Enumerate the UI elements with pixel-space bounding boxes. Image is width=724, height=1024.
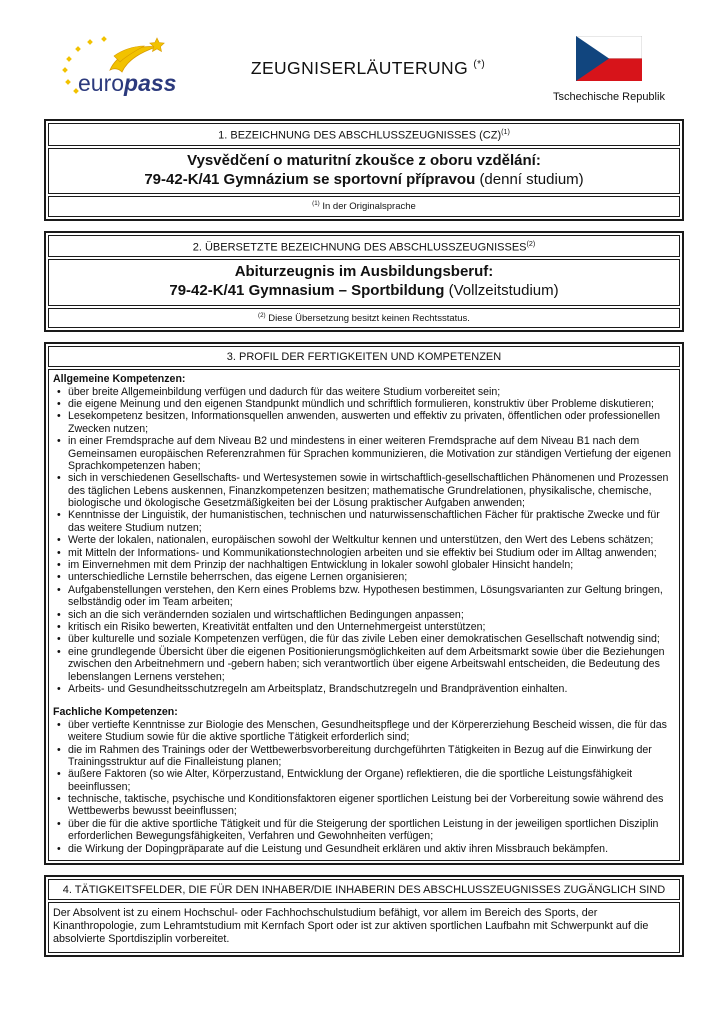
list-item: • kritisch ein Risiko bewerten, Kreativität entfalten und den Unternehmergeist unterstützen;: [53, 621, 673, 633]
list-item: • über breite Allgemeinbildung verfügen und dadurch für das weitere Studium vorbereitet sein;: [53, 386, 673, 398]
section-2-footnote: $^{(2)}$ Diese Übersetzung besitzt keinen Rechtsstatus.: [48, 308, 680, 328]
section-1-footnote: $^{(1)}$ In der Originalsprache: [48, 196, 680, 216]
list-item: • mit Mitteln der Informations- und Kommunikationstechnologien arbeiten und sie effektiv bei Studium oder im Alltag anwenden;: [53, 547, 673, 559]
list-item: • Arbeits- und Gesundheitsschutzregeln am Arbeitsplatz, Brandschutzregeln und Brandprävention einhalten.: [53, 683, 673, 695]
section-3: [44, 342, 684, 865]
subject-competences-heading: Fachliche Kompetenzen:: [53, 706, 178, 719]
list-item: • Werte der lokalen, nationalen, europäischen sowohl der Weltkultur kennen und unterstützen, den Wert des Lebens schätzen;: [53, 534, 673, 546]
list-item: • sich an die sich verändernden sozialen und wirtschaftlichen Bedingungen anpassen;: [53, 609, 673, 621]
list-item: • die im Rahmen des Trainings oder der Wettbewerbsvorbereitung durchgeführten Tätigkeiten in Bezug auf die Einwirkung der Trainingsstruktur auf die Finalleistung planen;: [53, 744, 673, 769]
section-3-body: [48, 369, 680, 861]
country-block: [534, 34, 684, 103]
section-1-heading: 1. BEZEICHNUNG DES ABSCHLUSSZEUGNISSES (CZ)$^{(1)}$: [48, 123, 680, 146]
list-item: • die Wirkung der Dopingpräparate auf die Leistung und Gesundheit erklären und aktiv ihren Missbrauch bekämpfen.: [53, 843, 673, 855]
section-2-heading-sup: (2): [526, 239, 536, 248]
list-item: • unterschiedliche Lernstile beherrschen, das eigene Lernen organisieren;: [53, 571, 673, 583]
section-1-title-line2: 79-42-K/41 Gymnázium se sportovní přípravou (denní studium): [144, 170, 584, 188]
star-figure-icon: [110, 38, 164, 72]
section-3-heading: 3. PROFIL DER FERTIGKEITEN UND KOMPETENZEN: [48, 346, 680, 367]
section-1-footnote-sup: (1): [312, 200, 320, 208]
section-2-title-line1: Abiturzeugnis im Ausbildungsberuf:: [234, 263, 494, 281]
list-item: • im Einvernehmen mit dem Prinzip der nachhaltigen Entwicklung in lokaler sowohl globaler Hinsicht handeln;: [53, 559, 673, 571]
section-4-heading: 4. TÄTIGKEITSFELDER, DIE FÜR DEN INHABER/DIE INHABERIN DES ABSCHLUSSZEUGNISSES ZUGÄNGLICH SIND: [48, 879, 680, 900]
section-2-footnote-sup: (2): [258, 312, 266, 320]
czech-flag-icon: [576, 36, 642, 81]
section-4: [44, 875, 684, 957]
section-1-title: [48, 148, 680, 195]
section-2: [44, 231, 684, 333]
general-competences-list: [53, 386, 673, 696]
list-item: • in einer Fremdsprache auf dem Niveau B2 und mindestens in einer weiteren Fremdsprache auf dem Niveau B1 nach dem Gemeinsamen europäischen Referenzrahmen für Sprachen kommunizieren, die Motivation zur ständigen Vertiefung der eigenen Sprachkompetenzen haben;: [53, 435, 673, 472]
list-item: • über vertiefte Kenntnisse zur Biologie des Menschen, Gesundheitspflege und der Körpererziehung Bescheid wissen, die für das weitere Studium sowie für die aktive sportliche Tätigkeit erforderlich sind;: [53, 719, 673, 744]
europass-logo: [44, 34, 202, 103]
subject-competences-list: [53, 719, 673, 855]
europass-wordmark: europass: [78, 70, 177, 96]
list-item: • über die für die aktive sportliche Tätigkeit und für die Steigerung der sportlichen Leistung in der jeweiligen sportlichen Disziplin erforderlichen Bewegungsfähigkeiten, Verfahren und Gewohnheiten verfügen;: [53, 818, 673, 843]
section-1-heading-sup: (1): [501, 128, 510, 136]
document-header: [44, 34, 684, 103]
list-item: • die eigene Meinung und den eigenen Standpunkt mündlich und schriftlich formulieren, konstruktiv über Probleme diskutieren;: [53, 398, 673, 410]
section-2-title: [48, 259, 680, 306]
list-item: • über kulturelle und soziale Kompetenzen verfügen, die für das zivile Leben einer demokratischen Gesellschaft notwendig sind;: [53, 633, 673, 645]
section-2-title-line2: 79-42-K/41 Gymnasium – Sportbildung (Vollzeitstudium): [169, 282, 559, 300]
section-4-body: Der Absolvent ist zu einem Hochschul- oder Fachhochschulstudium befähigt, vor allem im Bereich des Sports, der Kinanthropologie, zum Lehramtstudium mit Kernfach Sport oder ist zur aktiven sportlichen Laufbahn mit Schwerpunkt auf die absolvierte Sportdisziplin vorbereitet.: [48, 902, 680, 953]
country-label: Tschechische Republik: [553, 91, 665, 103]
group-separator: [53, 695, 673, 706]
page-title: [202, 34, 534, 79]
section-1: [44, 119, 684, 221]
list-item: • sich in verschiedenen Gesellschafts- und Wertesystemen sowie in wirtschaftlich-gesellschaftlichen Phänomenen und Prozessen des täglichen Lebens auskennen, Finanzkompetenzen besitzen; mathematische Grundrelationen, physikalische, chemische, biologische und ökologische Gesetzmäßigkeiten bei der Lösung praktischer Aufgaben anwenden;: [53, 472, 673, 509]
europass-logo-graphic: [44, 34, 202, 98]
list-item: • eine grundlegende Übersicht über die eigenen Positionierungsmöglichkeiten auf dem Arbeitsmarkt sowie über die Beziehungen zwischen den Arbeitnehmern und -gebern haben; sich verantwortlich über eigene Arbeitswahl entscheiden, die Bedeutung des lebenslangen Lernens verstehen;: [53, 646, 673, 683]
section-1-title-line1: Vysvědčení o maturitní zkoušce z oboru vzdělání:: [187, 151, 541, 169]
section-2-heading: 2. ÜBERSETZTE BEZEICHNUNG DES ABSCHLUSSZEUGNISSES$^{(2)}$: [48, 235, 680, 258]
list-item: • Lesekompetenz besitzen, Informationsquellen anwenden, auswerten und effektiv zu privaten, öffentlichen oder professionellen Zwecken nutzen;: [53, 410, 673, 435]
list-item: • äußere Faktoren (so wie Alter, Körperzustand, Entwicklung der Organe) reflektieren, die die sportliche Leistungsfähigkeit beeinflussen;: [53, 768, 673, 793]
page-title-text: ZEUGNISERLÄUTERUNG: [250, 58, 469, 78]
list-item: • Aufgabenstellungen verstehen, den Kern eines Problems bzw. Hypothesen bestimmen, Lösungsvarianten zur Geltung bringen, selbständig oder im Team arbeiten;: [53, 584, 673, 609]
page-title-footnote-marker: (*): [473, 59, 486, 71]
list-item: • Kenntnisse der Linguistik, der humanistischen, technischen und naturwissenschaftlichen Fächer für praktische Zwecke und für das weitere Studium nutzen;: [53, 509, 673, 534]
general-competences-heading: Allgemeine Kompetenzen:: [53, 373, 186, 386]
list-item: • technische, taktische, psychische und Konditionsfaktoren eigener sportlichen Leistung bei der Vorbereitung sowie während des Wettbewerbs bewusst beeinflussen;: [53, 793, 673, 818]
